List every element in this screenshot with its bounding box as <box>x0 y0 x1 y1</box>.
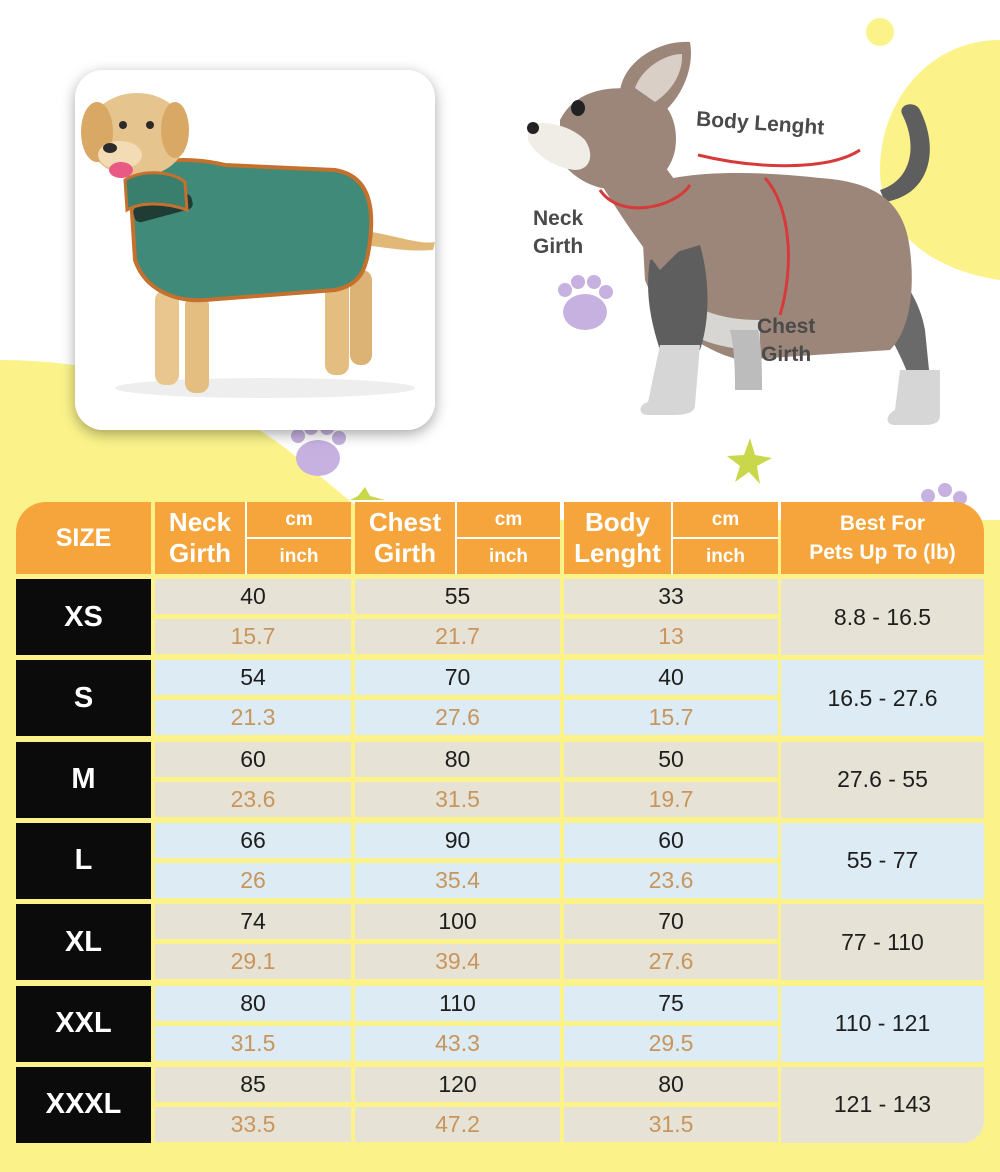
neck-unit-cm: cm <box>285 508 313 530</box>
neck-girth-header-label: Neck Girth <box>168 507 232 568</box>
neck-inch-value: 15.7 <box>155 619 351 654</box>
chest-inch-value: 39.4 <box>355 944 560 979</box>
neck-cm-value: 54 <box>155 660 351 695</box>
body-cm-value: 70 <box>564 904 778 939</box>
best-for-weight-range: 8.8 - 16.5 <box>781 579 984 655</box>
best-for-header <box>781 502 984 574</box>
chest-inch-value: 43.3 <box>355 1026 560 1061</box>
neck-inch-value: 31.5 <box>155 1026 351 1061</box>
chest-cm-value: 90 <box>355 823 560 858</box>
dog-measurement-diagram <box>500 30 1000 450</box>
chest-inch-value: 35.4 <box>355 863 560 898</box>
dog-in-towel-robe-image <box>75 70 435 430</box>
chest-cm-value: 80 <box>355 742 560 777</box>
body-length-header <box>564 502 778 574</box>
chest-cm-value: 70 <box>355 660 560 695</box>
body-inch-value: 27.6 <box>564 944 778 979</box>
chest-cm-value: 120 <box>355 1067 560 1102</box>
body-length-label: Body Lenght <box>695 107 826 140</box>
best-for-weight-range: 55 - 77 <box>781 823 984 899</box>
chest-cm-value: 55 <box>355 579 560 614</box>
neck-inch-value: 23.6 <box>155 782 351 817</box>
neck-inch-value: 21.3 <box>155 700 351 735</box>
neck-cm-value: 74 <box>155 904 351 939</box>
size-label: S <box>16 660 151 736</box>
size-label: L <box>16 823 151 899</box>
body-inch-value: 19.7 <box>564 782 778 817</box>
chest-girth-label: Chest Girth <box>757 315 816 366</box>
body-inch-value: 29.5 <box>564 1026 778 1061</box>
neck-unit-inch: inch <box>279 545 319 567</box>
size-header-label: SIZE <box>55 523 112 552</box>
star-icon <box>350 487 385 500</box>
chest-girth-header-label: Chest Girth <box>368 507 442 568</box>
body-inch-value: 15.7 <box>564 700 778 735</box>
neck-cm-value: 80 <box>155 986 351 1021</box>
best-for-weight-range: 110 - 121 <box>781 986 984 1062</box>
chest-inch-value: 27.6 <box>355 700 560 735</box>
body-length-header-label: Body Lenght <box>574 507 661 568</box>
body-unit-inch: inch <box>705 545 746 567</box>
neck-girth-label: Neck Girth <box>533 207 584 258</box>
body-inch-value: 23.6 <box>564 863 778 898</box>
chest-inch-value: 47.2 <box>355 1107 560 1142</box>
body-inch-value: 13 <box>564 619 778 654</box>
chest-unit-cm: cm <box>494 508 523 530</box>
best-for-weight-range: 27.6 - 55 <box>781 742 984 818</box>
best-for-weight-range: 16.5 - 27.6 <box>781 660 984 736</box>
size-label: XS <box>16 579 151 655</box>
chest-unit-inch: inch <box>488 545 529 567</box>
size-label: M <box>16 742 151 818</box>
size-header <box>16 502 151 574</box>
body-unit-cm: cm <box>711 508 740 530</box>
body-cm-value: 60 <box>564 823 778 858</box>
chest-inch-value: 21.7 <box>355 619 560 654</box>
body-cm-value: 75 <box>564 986 778 1021</box>
body-inch-value: 31.5 <box>564 1107 778 1142</box>
neck-cm-value: 60 <box>155 742 351 777</box>
chest-cm-value: 100 <box>355 904 560 939</box>
best-for-header-label: Best For Pets Up To (lb) <box>809 512 956 564</box>
chest-cm-value: 110 <box>355 986 560 1021</box>
size-label: XXXL <box>16 1067 151 1143</box>
best-for-weight-range: 121 - 143 <box>781 1067 984 1143</box>
neck-inch-value: 29.1 <box>155 944 351 979</box>
body-cm-value: 80 <box>564 1067 778 1102</box>
neck-cm-value: 85 <box>155 1067 351 1102</box>
neck-girth-header <box>155 502 351 574</box>
body-cm-value: 33 <box>564 579 778 614</box>
chest-inch-value: 31.5 <box>355 782 560 817</box>
best-for-weight-range: 77 - 110 <box>781 904 984 980</box>
size-label: XXL <box>16 986 151 1062</box>
neck-cm-value: 40 <box>155 579 351 614</box>
body-cm-value: 50 <box>564 742 778 777</box>
neck-cm-value: 66 <box>155 823 351 858</box>
body-cm-value: 40 <box>564 660 778 695</box>
size-label: XL <box>16 904 151 980</box>
chest-girth-header <box>355 502 560 574</box>
neck-inch-value: 26 <box>155 863 351 898</box>
product-photo-card <box>75 70 435 430</box>
neck-inch-value: 33.5 <box>155 1107 351 1142</box>
